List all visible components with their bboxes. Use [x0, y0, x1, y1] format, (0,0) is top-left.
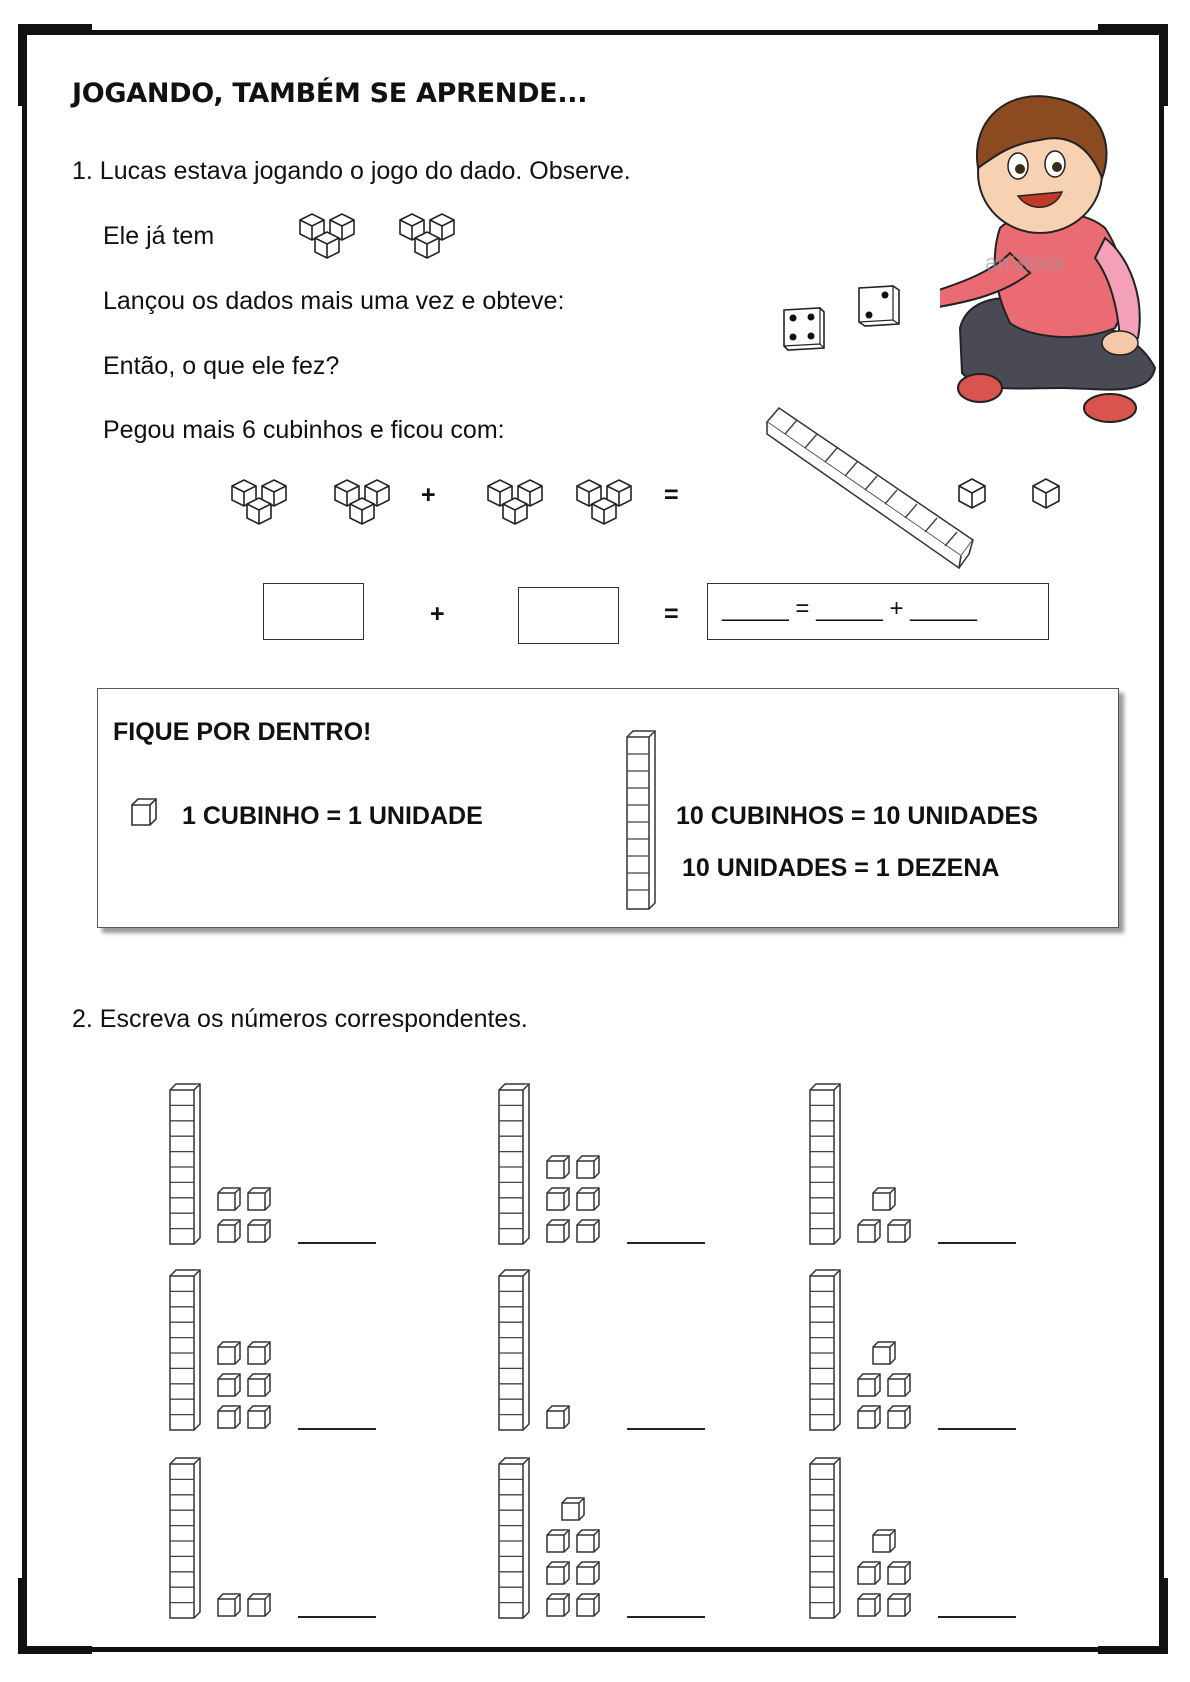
- die-four-icon: [778, 302, 830, 354]
- q1-threw-line: Lançou os dados mais uma vez e obteve:: [103, 287, 565, 315]
- ten-rod-icon: [808, 1456, 842, 1620]
- answer-box-result[interactable]: [707, 583, 1049, 640]
- info-box: [97, 688, 1119, 928]
- unit-cube-icon: [575, 1592, 601, 1618]
- plus-sign: +: [430, 600, 445, 628]
- cube-group-icon: [296, 208, 368, 270]
- unit-cube-icon: [246, 1404, 272, 1430]
- unit-cube-icon: [246, 1186, 272, 1212]
- ten-rod-icon: [763, 404, 983, 574]
- unit-cube-icon: [246, 1340, 272, 1366]
- unit-cube-icon: [216, 1186, 242, 1212]
- unit-cube-icon: [871, 1186, 897, 1212]
- unit-cube-icon: [545, 1186, 571, 1212]
- unit-rule: 1 CUBINHO = 1 UNIDADE: [182, 802, 483, 830]
- cube-group-icon: [228, 474, 300, 536]
- unit-cube-icon: [545, 1592, 571, 1618]
- answer-blank[interactable]: [298, 1242, 376, 1244]
- unit-cube-icon: [856, 1372, 882, 1398]
- question-2-statement: 2. Escreva os números correspondentes.: [72, 1005, 528, 1033]
- cube-group-icon: [484, 474, 556, 536]
- unit-cube-icon: [886, 1404, 912, 1430]
- frame-corner: [18, 1646, 92, 1654]
- frame-corner: [1098, 1646, 1168, 1654]
- ten-rod-icon: [808, 1082, 842, 1246]
- frame-corner: [18, 24, 92, 32]
- answer-blank[interactable]: [938, 1428, 1016, 1430]
- unit-cube-icon: [856, 1404, 882, 1430]
- unit-cube-icon: [886, 1592, 912, 1618]
- answer-blank[interactable]: [298, 1428, 376, 1430]
- unit-cube-icon: [545, 1528, 571, 1554]
- cube-group-icon: [396, 208, 468, 270]
- plus-sign: +: [421, 481, 436, 509]
- unit-cube-icon: [545, 1560, 571, 1586]
- unit-cube-icon: [246, 1592, 272, 1618]
- answer-blank[interactable]: [627, 1242, 705, 1244]
- unit-cube-icon: [575, 1218, 601, 1244]
- q1-what-line: Então, o que ele fez?: [103, 352, 340, 380]
- equals-sign: =: [664, 481, 679, 509]
- ten-rod-icon: [497, 1268, 531, 1432]
- single-cube-icon: [956, 474, 990, 514]
- unit-cube-icon: [545, 1404, 571, 1430]
- unit-cube-icon: [575, 1154, 601, 1180]
- single-cube-icon: [1030, 474, 1064, 514]
- ten-rod-icon: [808, 1268, 842, 1432]
- dozen-rule: 10 UNIDADES = 1 DEZENA: [682, 854, 1000, 882]
- frame-corner: [18, 1578, 26, 1654]
- answer-blank[interactable]: [627, 1428, 705, 1430]
- question-1-statement: 1. Lucas estava jogando o jogo do dado. Observe.: [72, 157, 631, 185]
- unit-cube-icon: [871, 1528, 897, 1554]
- answer-blank[interactable]: [627, 1616, 705, 1618]
- unit-cube-icon: [886, 1218, 912, 1244]
- ten-rod-icon: [497, 1082, 531, 1246]
- cube-group-icon: [573, 474, 645, 536]
- frame-corner: [18, 24, 26, 106]
- ten-rod-icon: [168, 1082, 202, 1246]
- ten-rod-icon: [497, 1456, 531, 1620]
- frame-corner: [1098, 24, 1168, 32]
- watermark: anStock: [985, 250, 1065, 275]
- unit-cube-icon: [545, 1218, 571, 1244]
- unit-cube-icon: [575, 1186, 601, 1212]
- ten-rod-icon: [168, 1456, 202, 1620]
- unit-cube-icon: [886, 1372, 912, 1398]
- answer-box-first[interactable]: [263, 583, 364, 640]
- ten-rod-icon: [625, 729, 657, 911]
- answer-blank[interactable]: [938, 1242, 1016, 1244]
- unit-cube-icon: [216, 1218, 242, 1244]
- unit-cube-icon: [575, 1560, 601, 1586]
- ten-rod-icon: [168, 1268, 202, 1432]
- ten-rule: 10 CUBINHOS = 10 UNIDADES: [676, 802, 1038, 830]
- unit-cube-icon: [856, 1592, 882, 1618]
- cube-group-icon: [331, 474, 403, 536]
- info-heading: FIQUE POR DENTRO!: [113, 718, 372, 746]
- unit-cube-icon: [246, 1372, 272, 1398]
- die-two-icon: [855, 282, 903, 330]
- unit-cube-icon: [216, 1340, 242, 1366]
- result-template: _____ = _____ + _____: [722, 595, 977, 622]
- answer-blank[interactable]: [938, 1616, 1016, 1618]
- unit-cube-icon: [886, 1560, 912, 1586]
- answer-blank[interactable]: [298, 1616, 376, 1618]
- q1-took-line: Pegou mais 6 cubinhos e ficou com:: [103, 416, 505, 444]
- unit-cube-icon: [575, 1528, 601, 1554]
- unit-cube-icon: [545, 1154, 571, 1180]
- unit-cube-icon: [216, 1372, 242, 1398]
- unit-cube-icon: [216, 1592, 242, 1618]
- unit-cube-icon: [560, 1496, 586, 1522]
- equals-sign: =: [664, 600, 679, 628]
- unit-cube-icon: [856, 1560, 882, 1586]
- frame-corner: [1160, 1578, 1168, 1654]
- unit-cube-icon: [130, 797, 158, 829]
- page-title: JOGANDO, TAMBÉM SE APRENDE...: [72, 78, 588, 109]
- answer-box-second[interactable]: [518, 587, 619, 644]
- q1-has-line: Ele já tem: [103, 222, 215, 250]
- unit-cube-icon: [856, 1218, 882, 1244]
- unit-cube-icon: [246, 1218, 272, 1244]
- unit-cube-icon: [871, 1340, 897, 1366]
- unit-cube-icon: [216, 1404, 242, 1430]
